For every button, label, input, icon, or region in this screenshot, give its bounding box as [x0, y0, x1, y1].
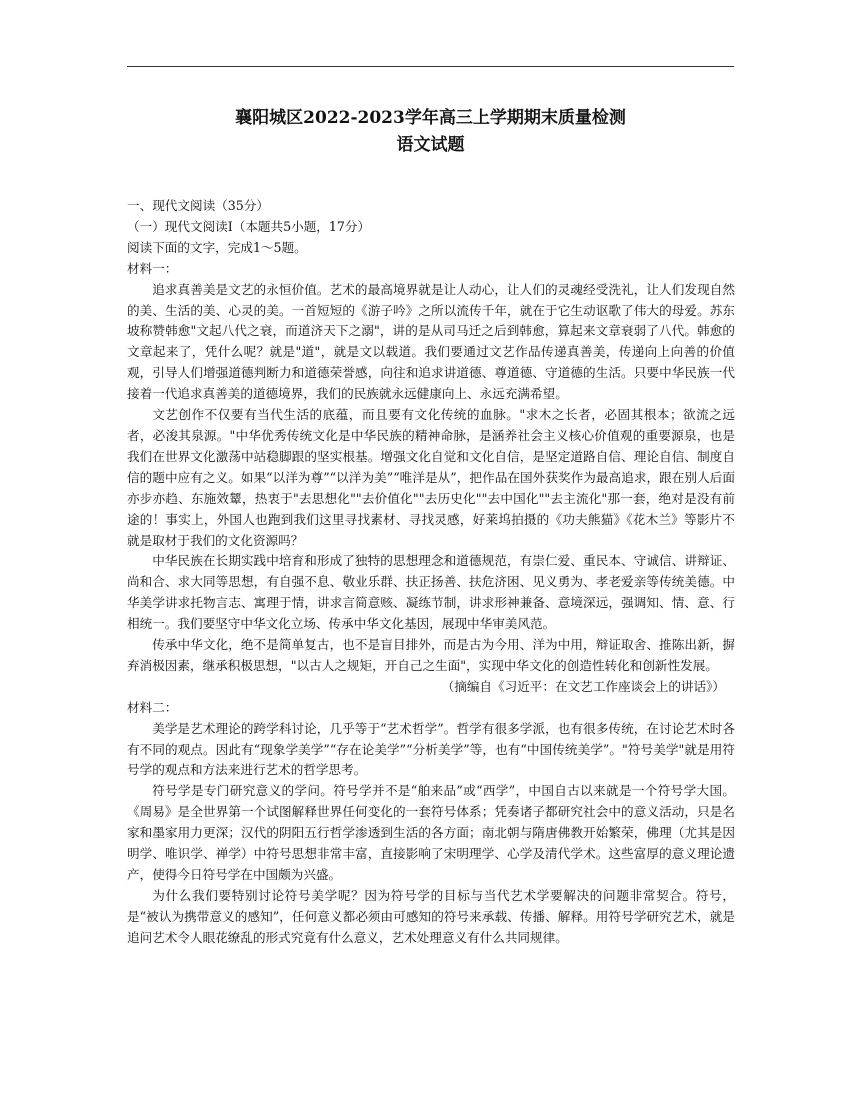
- page-title: 襄阳城区2022-2023学年高三上学期期末质量检测: [235, 108, 626, 128]
- material-one-label: 材料一：: [127, 260, 178, 276]
- section-subheading: （一）现代文阅读Ⅰ（本题共5小题，17分）: [127, 218, 371, 234]
- document-body: [127, 196, 735, 949]
- material-one-paragraph: 追求真善美是文艺的永恒价值。艺术的最高境界就是让人动心，让人们的灵魂经受洗礼，让人们发现自然的美、生活的美、心灵的美。一首短短的《游子吟》之所以流传千年，就在于它生动讴歌了伟大的母爱。苏东坡称赞韩愈"文起八代之衰，而道济天下之溺"，讲的是从司马迁之后到韩愈，算起来文章衰弱了八代。韩愈的文章起来了，凭什么呢？就是"道"，就是文以载道。我们要通过文艺作品传递真善美，传递向上向善的价值观，引导人们增强道德判断力和道德荣誉感，向往和追求讲道德、尊道德、守道德的生活。只要中华民族一代接着一代追求真善美的道德境界，我们的民族就永远健康向上、永远充满希望。: [127, 281, 735, 402]
- material-two-label: 材料二：: [127, 699, 178, 715]
- material-two-paragraph: 为什么我们要特别讨论符号美学呢？因为符号学的目标与当代艺术学要解决的问题非常契合。符号，是“被认为携带意义的感知”，任何意义都必须由可感知的符号来承载、传播、解释。用符号学研究艺术，就是追问艺术令人眼花缭乱的形式究竟有什么意义，艺术处理意义有什么共同规律。: [127, 887, 735, 945]
- instruction-text: 阅读下面的文字，完成1～5题。: [127, 239, 307, 255]
- material-one-paragraph: 传承中华文化，绝不是简单复古，也不是盲目排外，而是古为今用、洋为中用，辩证取舍、推陈出新，摒弃消极因素，继承积极思想，"以古人之规矩，开自己之生面"，实现中华文化的创造性转化和创新性发展。: [127, 637, 735, 673]
- material-one-paragraph: 中华民族在长期实践中培育和形成了独特的思想理念和道德规范，有崇仁爱、重民本、守诚信、讲辩证、尚和合、求大同等思想，有自强不息、敬业乐群、扶正扬善、扶危济困、见义勇为、孝老爱亲等传统美德。中华美学讲求托物言志、寓理于情，讲求言简意赅、凝练节制，讲求形神兼备、意境深远，强调知、情、意、行相统一。我们要坚守中华文化立场、传承中华文化基因，展现中华审美风范。: [127, 553, 735, 632]
- section-heading: 一、现代文阅读（35分）: [127, 198, 269, 213]
- material-two-paragraph: 美学是艺术理论的跨学科讨论，几乎等于“艺术哲学”。哲学有很多学派，也有很多传统，在讨论艺术时各有不同的观点。因此有“现象学美学”“存在论美学”“分析美学”等，也有“中国传统美学”。"符号美学"就是用符号学的观点和方法来进行艺术的哲学思考。: [127, 720, 735, 778]
- material-one-paragraph: 文艺创作不仅要有当代生活的底蕴，而且要有文化传统的血脉。"求木之长者，必固其根本；欲流之远者，必浚其泉源。"中华优秀传统文化是中华民族的精神命脉，是涵养社会主义核心价值观的重要源泉，也是我们在世界文化激荡中站稳脚跟的坚实根基。增强文化自觉和文化自信，是坚定道路自信、理论自信、制度自信的题中应有之义。如果“以洋为尊”“以洋为美”“唯洋是从”，把作品在国外获奖作为最高追求，跟在别人后面亦步亦趋、东施效颦，热衷于"去思想化""去价值化""去历史化""去中国化""去主流化"那一套，绝对是没有前途的！事实上，外国人也跑到我们这里寻找素材、寻找灵感，好莱坞拍摄的《功夫熊猫》《花木兰》等影片不就是取材于我们的文化资源吗？: [127, 407, 735, 548]
- header-rule: [127, 66, 734, 67]
- page-subtitle: 语文试题: [396, 135, 465, 155]
- material-two-paragraph: 符号学是专门研究意义的学问。符号学并不是“舶来品”或“西学”，中国自古以来就是一个符号学大国。《周易》是全世界第一个试图解释世界任何变化的一套符号体系；凭奏诸子都研究社会中的意义活动，只是名家和墨家用力更深；汉代的阴阳五行哲学渗透到生活的各方面；南北朝与隋唐佛教开始繁荣，佛理（尤其是因明学、唯识学、禅学）中符号思想非常丰富，直接影响了宋明理学、心学及清代学术。这些富厚的意义理论遗产，使得今日符号学在中国颇为兴盛。: [127, 783, 735, 882]
- material-one-source: （摘编自《习近平：在文艺工作座谈会上的讲话》）: [441, 678, 725, 694]
